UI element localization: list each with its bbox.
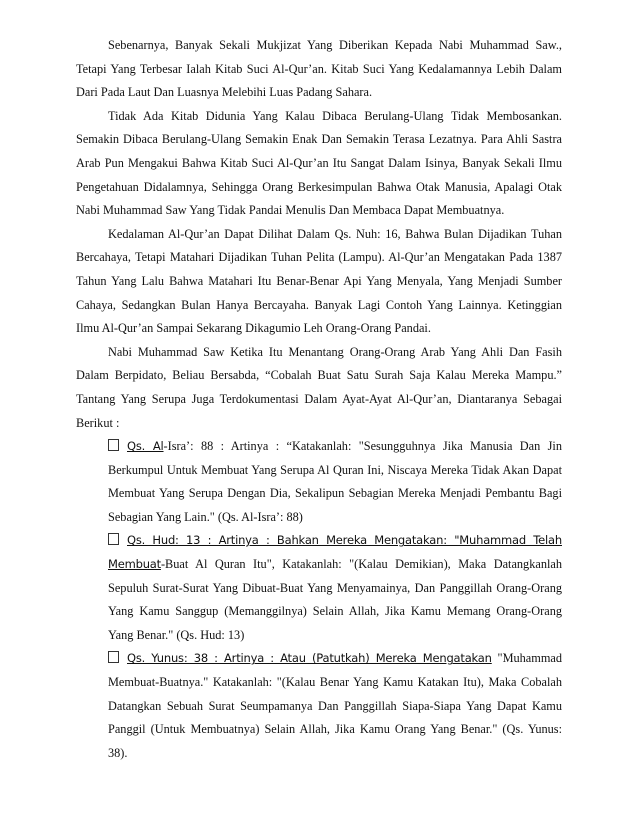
verse-reference: Qs. Yunus: 38 : Artinya : Atau (Patutkah) Mereka Mengatakan	[127, 651, 492, 666]
paragraph-kitab-didunia: Tidak Ada Kitab Didunia Yang Kalau Dibaca Berulang-Ulang Tidak Membosankan. Semakin Dibaca Berulang-Ulang Semakin Enak Dan Semakin Terasa Lezatnya. Para Ahli Sastra Arab Pun Mengakui Bahwa Kitab Suci Al-Qur’an Itu Sangat Dalam Isinya, Banyak Sekali Ilmu Pengetahuan Didalamnya, Sehingga Orang Berkesimpulan Bahwa Otak Manusia, Apalagi Otak Nabi Muhammad Saw Yang Tidak Pandai Menulis Dan Membaca Dapat Membuatnya.	[76, 108, 562, 218]
list-item-hud	[108, 529, 562, 647]
paragraph-tantangan: Nabi Muhammad Saw Ketika Itu Menantang Orang-Orang Arab Yang Ahli Dan Fasih Dalam Berpidato, Beliau Bersabda, “Cobalah Buat Satu Surah Saja Kalau Mereka Mampu.” Tantang Yang Serupa Juga Terdokumentasi Dalam Ayat-Ayat Al-Qur’an, Diantaranya Sebagai Berikut :	[76, 344, 562, 430]
verse-text: -Buat Al Quran Itu", Katakanlah: "(Kalau Demikian), Maka Datangkanlah Sepuluh Surat-Surat Yang Dibuat-Buat Yang Menyamainya, Dan Panggillah Orang-Orang Yang Kamu Sanggup (Memanggilnya) Selain Allah, Jika Kamu Memang Orang-Orang Yang Benar." (Qs. Hud: 13)	[108, 557, 562, 642]
paragraph-mukjizat: Sebenarnya, Banyak Sekali Mukjizat Yang Diberikan Kepada Nabi Muhammad Saw., Tetapi Yang Terbesar Ialah Kitab Suci Al-Qur’an. Kitab Suci Yang Kedalamannya Lebih Dalam Dari Pada Laut Dan Luasnya Melebihi Luas Padang Sahara.	[76, 38, 562, 100]
verse-text: "Muhammad Membuat-Buatnya." Katakanlah: "(Kalau Benar Yang Kamu Katakan Itu), Maka Cobalah Datangkan Sebuah Surat Seumpamanya Dan Panggillah Siapa-Siapa Yang Dapat Kamu Panggil (Untuk Membuatnya) Selain Allah, Jika Kamu Orang Yang Benar." (Qs. Yunus: 38).	[108, 651, 563, 760]
verse-reference: Qs. Hud: 13 : Artinya : Bahkan Mereka Mengatakan: "Muhammad Telah Membuat	[108, 533, 562, 572]
paragraph-kedalaman: Kedalaman Al-Qur’an Dapat Dilihat Dalam Qs. Nuh: 16, Bahwa Bulan Dijadikan Tuhan Bercahaya, Tetapi Matahari Dijadikan Tuhan Pelita (Lampu). Al-Qur’an Mengatakan Pada 1387 Tahun Yang Lalu Bahwa Matahari Itu Benar-Benar Api Yang Menyala, Yang Menjadi Sumber Cahaya, Sedangkan Bulan Hanya Bercayaha. Banyak Lagi Contoh Yang Lainnya. Ketinggian Ilmu Al-Qur’an Sampai Sekarang Dikagumio Leh Orang-Orang Pandai.	[76, 226, 562, 336]
list-item-yunus	[108, 647, 562, 765]
checkbox-bullet-icon	[108, 533, 119, 545]
document-page	[76, 34, 562, 765]
checkbox-bullet-icon	[108, 651, 119, 663]
verse-reference: Qs. Al	[127, 439, 164, 454]
list-item-al-isra	[108, 435, 562, 529]
verse-list	[76, 435, 562, 765]
checkbox-bullet-icon	[108, 439, 119, 451]
verse-text: -Isra’: 88 : Artinya : “Katakanlah: "Sesungguhnya Jika Manusia Dan Jin Berkumpul Untuk Membuat Yang Serupa Al Quran Ini, Niscaya Mereka Tidak Akan Dapat Membuat Yang Serupa Dengan Dia, Sekalipun Sebagian Mereka Menjadi Pembantu Bagi Sebagian Yang Lain." (Qs. Al-Isra’: 88)	[108, 439, 563, 524]
